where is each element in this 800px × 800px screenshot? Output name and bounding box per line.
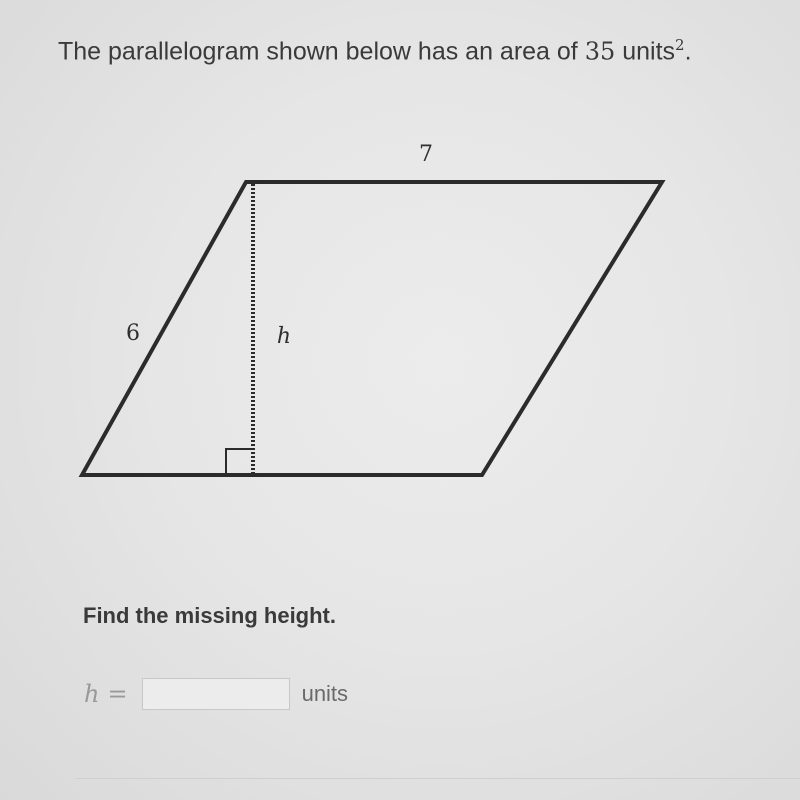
answer-unit: units (301, 681, 349, 706)
top-side-label: 7 (419, 142, 433, 167)
area-exponent: 2 (675, 36, 685, 54)
left-side-label: 6 (126, 321, 140, 346)
prompt-text: The parallelogram shown below has an area of (58, 37, 578, 66)
answer-variable: h (84, 680, 100, 708)
height-label: h (276, 324, 292, 349)
height-answer-input[interactable] (142, 678, 290, 710)
parallelogram-shape (82, 182, 662, 475)
right-angle-marker (226, 449, 252, 473)
question-text: Find the missing height. (83, 603, 336, 628)
equals-sign: = (107, 680, 128, 708)
prompt-end: . (684, 37, 692, 66)
answer-row (84, 676, 348, 712)
divider (75, 778, 800, 779)
area-unit: units (622, 37, 676, 66)
area-value: 35 (584, 37, 616, 66)
